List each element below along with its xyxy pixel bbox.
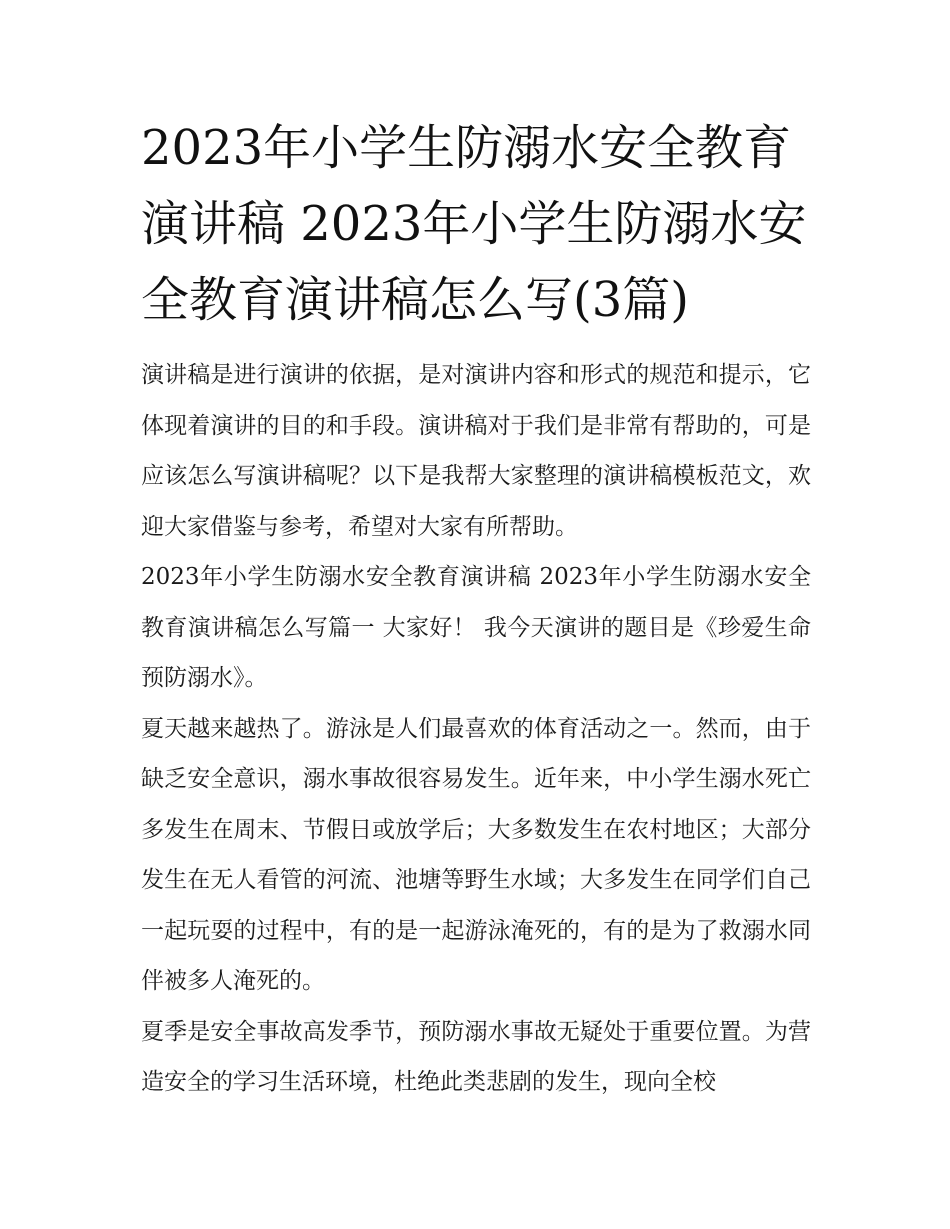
document-content [141,110,811,1108]
document-body [141,350,811,1108]
paragraph-intro: 演讲稿是进行演讲的依据，是对演讲内容和形式的规范和提示，它体现着演讲的目的和手段。演讲稿对于我们是非常有帮助的，可是应该怎么写演讲稿呢？以下是我帮大家整理的演讲稿模板范文，欢迎大家借鉴与参考，希望对大家有所帮助。 [141,362,811,540]
paragraph-speech-heading: 2023年小学生防溺水安全教育演讲稿 2023年小学生防溺水安全教育演讲稿怎么写篇一 大家好！ 我今天演讲的题目是《珍爱生命预防溺水》。 [141,564,811,691]
paragraph-safety-season: 夏季是安全事故高发季节，预防溺水事故无疑处于重要位置。为营造安全的学习生活环境，杜绝此类悲剧的发生，现向全校 [141,1018,811,1095]
document-title: 2023年小学生防溺水安全教育演讲稿 2023年小学生防溺水安全教育演讲稿怎么写(3篇) [141,120,807,328]
paragraph-summer-drowning: 夏天越来越热了。游泳是人们最喜欢的体育活动之一。然而，由于缺乏安全意识，溺水事故很容易发生。近年来，中小学生溺水死亡多发生在周末、节假日或放学后；大多数发生在农村地区；大部分发生在无人看管的河流、池塘等野生水域；大多发生在同学们自己一起玩耍的过程中，有的是一起游泳淹死的，有的是为了救溺水同伴被多人淹死的。 [141,715,811,994]
